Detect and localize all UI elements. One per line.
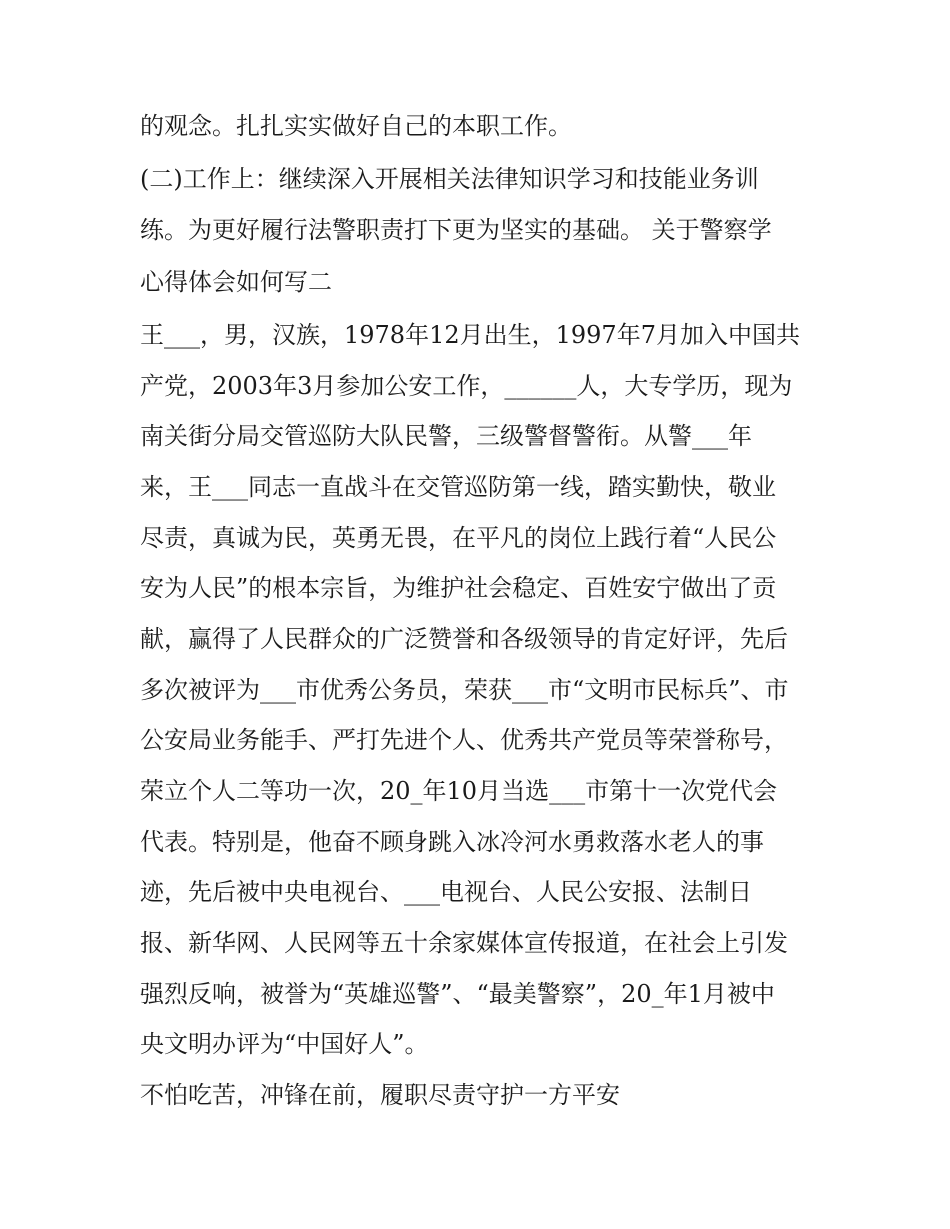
- text-line: (二)工作上：继续深入开展相关法律知识学习和技能业务训: [140, 165, 759, 193]
- text-line: 不怕吃苦，冲锋在前，履职尽责守护一方平安: [140, 1081, 620, 1109]
- text-line: 来，王___同志一直战斗在交管巡防第一线，踏实勤快，敬业: [140, 473, 776, 501]
- text-line: 代表。特别是，他奋不顾身跳入冰冷河水勇救落水老人的事: [140, 828, 764, 856]
- text-line: 报、新华网、人民网等五十余家媒体宣传报道，在社会上引发: [140, 929, 788, 957]
- text-line: 王___，男，汉族，1978年12月出生，1997年7月加入中国共: [140, 321, 800, 349]
- text-line: 央文明办评为“中国好人”。: [140, 1030, 429, 1058]
- text-line: 心得体会如何写二: [140, 268, 332, 296]
- text-line: 献，赢得了人民群众的广泛赞誉和各级领导的肯定好评，先后: [140, 625, 788, 653]
- text-line: 迹，先后被中央电视台、___电视台、人民公安报、法制日: [140, 878, 752, 906]
- text-line: 的观念。扎扎实实做好自己的本职工作。: [140, 112, 572, 140]
- text-line: 多次被评为___市优秀公务员，荣获___市“文明市民标兵”、市: [140, 676, 789, 704]
- text-line: 南关街分局交管巡防大队民警，三级警督警衔。从警___年: [140, 422, 752, 450]
- text-line: 练。为更好履行法警职责打下更为坚实的基础。 关于警察学: [140, 216, 772, 244]
- text-line: 尽责，真诚为民，英勇无畏，在平凡的岗位上践行着“人民公: [140, 524, 777, 552]
- text-line: 产党，2003年3月参加公安工作，______人，大专学历，现为: [140, 372, 793, 400]
- text-line: 荣立个人二等功一次，20_年10月当选___市第十一次党代会: [140, 777, 778, 805]
- text-line: 安为人民”的根本宗旨，为维护社会稳定、百姓安宁做出了贡: [140, 574, 777, 602]
- text-line: 强烈反响，被誉为“英雄巡警”、“最美警察”，20_年1月被中: [140, 980, 775, 1008]
- text-line: 公安局业务能手、严打先进个人、优秀共产党员等荣誉称号，: [140, 726, 788, 754]
